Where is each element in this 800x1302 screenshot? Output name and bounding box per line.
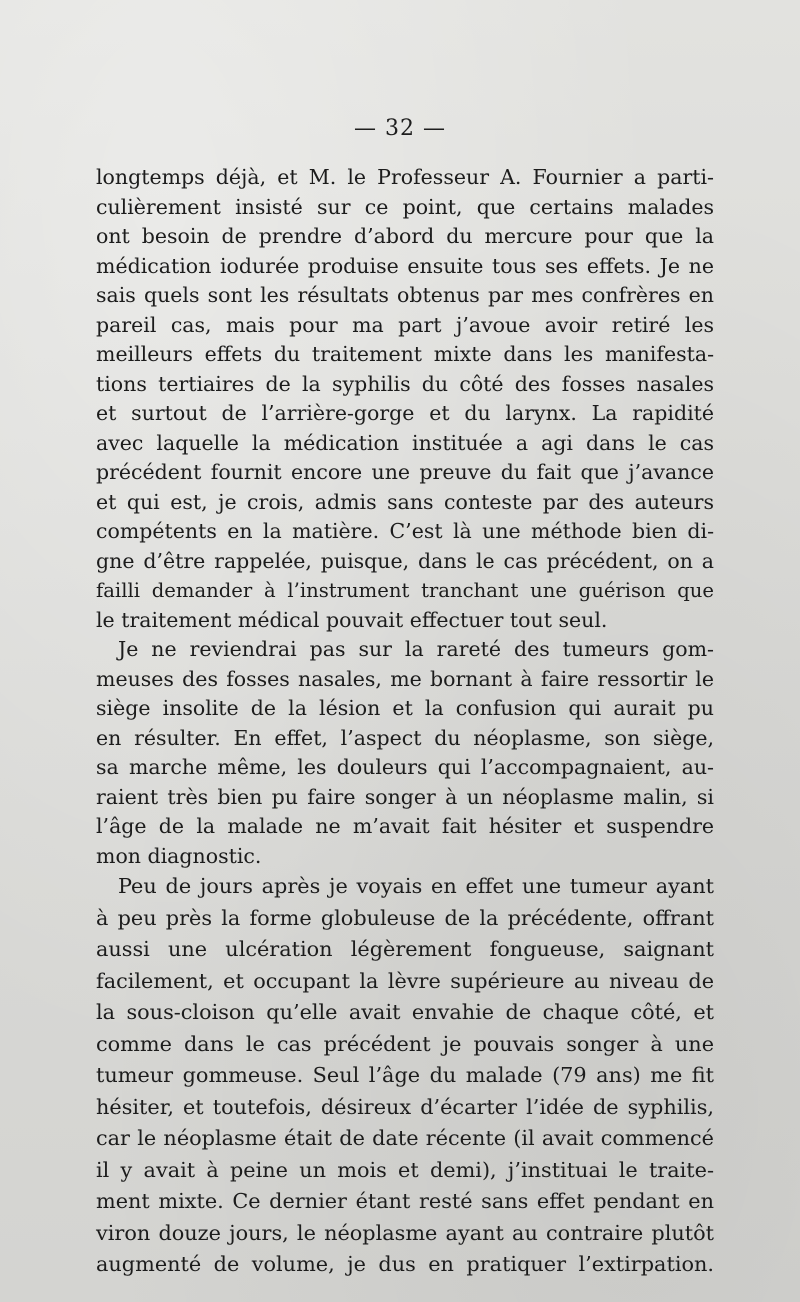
text-line: et surtout de l’arrière-gorge et du larynx. La rapidité [96,401,714,425]
text-line: le traitement médical pouvait effectuer tout seul. [96,607,608,632]
text-line: ment mixte. Ce dernier étant resté sans effet pendant en [96,1189,714,1213]
text-line: longtemps déjà, et M. le Professeur A. Fournier a parti- [96,165,714,189]
text-line: sais quels sont les résultats obtenus par mes confrères en [96,283,714,307]
page-number: — 32 — [354,116,446,141]
text-line: meuses des fosses nasales, me bornant à faire ressortir le [96,666,714,691]
text-line: Je ne reviendrai pas sur la rareté des tumeurs gom- [118,637,714,661]
text-line: il y avait à peine un mois et demi), j’instituai le traite- [96,1157,714,1182]
text-line: viron douze jours, le néoplasme ayant au contraire plutôt [96,1220,714,1245]
text-line: mon diagnostic. [96,843,262,868]
text-line: médication iodurée produise ensuite tous ses effets. Je ne [96,253,714,278]
paragraph-3 [96,871,714,1281]
text-line: tions tertiaires de la syphilis du côté des fosses nasales [96,371,714,396]
text-line: meilleurs effets du traitement mixte dans les manifesta- [96,342,714,366]
text-line: Peu de jours après je voyais en effet une tumeur ayant [118,874,714,898]
paragraph-1 [96,163,714,635]
text-line: facilement, et occupant la lèvre supérieure au niveau de [96,968,714,993]
text-line: avec laquelle la médication instituée a agi dans le cas [96,430,714,455]
text-line: compétents en la matière. C’est là une méthode bien di- [96,519,714,543]
text-line: pareil cas, mais pour ma part j’avoue avoir retiré les [96,312,714,337]
text-line: siège insolite de la lésion et la confusion qui aurait pu [96,696,714,720]
text-line: gne d’être rappelée, puisque, dans le cas précédent, on a [96,548,714,573]
text-line: et qui est, je crois, admis sans conteste par des auteurs [96,489,714,514]
text-line: aussi une ulcération légèrement fongueuse, saignant [96,937,714,961]
text-line: précédent fournit encore une preuve du fait que j’avance [96,460,714,484]
paragraph-2 [96,635,714,871]
body-text [96,163,714,1281]
text-line: hésiter, et toutefois, désireux d’écarter l’idée de syphilis, [96,1094,714,1119]
text-line: comme dans le cas précédent je pouvais songer à une [96,1031,714,1056]
text-line: failli demander à l’instrument tranchant une guérison que [96,579,714,602]
text-line: raient très bien pu faire songer à un néoplasme malin, si [96,784,714,809]
text-line: l’âge de la malade ne m’avait fait hésiter et suspendre [96,814,714,838]
text-line: ont besoin de prendre d’abord du mercure pour que la [96,224,714,248]
text-line: en résulter. En effet, l’aspect du néoplasme, son siège, [96,725,714,750]
text-line: culièrement insisté sur ce point, que certains malades [96,194,714,219]
text-line: à peu près la forme globuleuse de la précédente, offrant [96,905,714,930]
text-line: sa marche même, les douleurs qui l’accompagnaient, au- [96,755,714,779]
text-line: car le néoplasme était de date récente (il avait commencé [96,1126,714,1150]
text-line: augmenté de volume, je dus en pratiquer l’extirpation. [96,1252,714,1276]
text-line: la sous-cloison qu’elle avait envahie de chaque côté, et [96,1000,714,1024]
text-line: tumeur gommeuse. Seul l’âge du malade (79 ans) me fit [96,1063,714,1087]
